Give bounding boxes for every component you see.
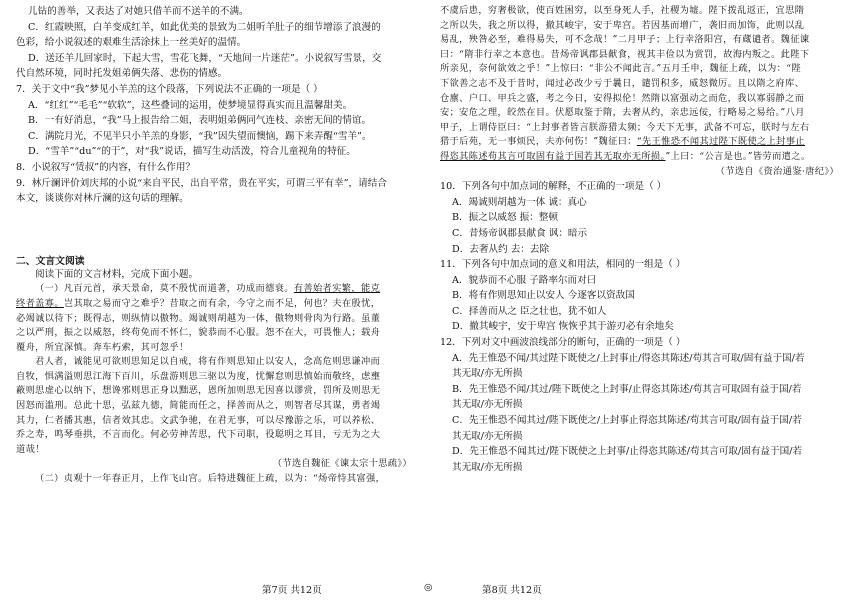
- passage1-para2-line: 自牧，惧满溢则思江海下百川，乐盘游则思三驱以为度，忧懈怠则思慎始而敬终，虑壅: [16, 370, 381, 382]
- wavy-underlined-text: 得恣其陈述苟其言可取固有益于国若其无取亦无所损。: [440, 150, 666, 162]
- left-page-column: [16, 4, 418, 487]
- passage1-line: 覆舟，所宜深慎。奔车朽索，其可忽乎！: [16, 341, 189, 353]
- question-12-option-d: D．先王惟恐不闻其过/陛下既使之上封事/止得恣其陈述/苟其言可取/固有益于国/若: [452, 446, 803, 458]
- question-10-option-c: C．昔炀帝讽郡县献食 讽：暗示: [452, 227, 588, 239]
- passage1-para2-line: 因怒而滥刑。总此十思，弘兹九德，简能而任之，择善而从之，则智者尽其谋，勇者竭: [16, 400, 381, 412]
- question-11-stem: 11．下列各句中加点词的意义和用法，相同的一组是（ ）: [440, 259, 686, 271]
- text-line: 儿钻的善举，又表达了对她只借羊而不送羊的不满。: [28, 6, 249, 17]
- question-11-option-a: A．貌恭而不心服 子路率尔而对曰: [452, 274, 597, 286]
- passage1-text: （一）凡百元首，承天景命，莫不殷忧而道著，功成而德衰。: [35, 283, 294, 295]
- question-12-option-d-cont: 其无取/亦无所损: [452, 461, 523, 473]
- passage2-source: （节选自《资治通鉴·唐纪》）: [715, 165, 839, 177]
- question-11-option-b: B．将有作则思知止以安人 今逐客以资敌国: [452, 290, 635, 302]
- underlined-sentence: 有善始者实繁，能克: [293, 283, 381, 295]
- passage2-line: 曰：“隋非行幸之本意也。昔炀帝讽郡县献食，视其丰俭以为赏罚，故海内叛之。此陛下: [440, 48, 810, 60]
- passage2-line: 下欲善之志不及于昔时，闻过必改少亏于曩日，谴罚积多，威怒微厉。且以隋之府库、: [440, 77, 805, 89]
- center-mark: ◎: [424, 582, 433, 593]
- passage1-source: （节选自魏征《谏太宗十思疏》）: [272, 458, 412, 470]
- passage2-line: 不虞后患，穷奢极欲，使百姓困穷，以至身死人手，社稷为墟。陛下拨乱返正，宜思隋: [440, 5, 805, 16]
- question-11-option-d: D．撤其峻宇，安于卑宫 恢恢乎其于游刃必有余地矣: [452, 321, 674, 333]
- question-12-option-c: C．先王惟恐不闻其过/陛下既使之/上封事止得恣其陈述/苟其言可取/固有益于国/若: [452, 415, 802, 427]
- option-c-line2: 色彩，给小说叙述的艰难生活涂抹上一丝美好的温情。: [16, 37, 247, 49]
- passage2-line: 所亲见，奈何欲效之乎！”上惊曰：“非公不闻此言。”五月壬申，魏征上疏，以为：“陛: [440, 63, 801, 75]
- right-page-column: [440, 4, 845, 475]
- question-12-option-b-cont: 其无取/亦无所损: [452, 399, 523, 411]
- question-8: 8．小说叙写“赁叔”的内容，有什么作用？: [16, 161, 196, 173]
- question-7-stem: 7．关于文中“我”梦见小羊羔的这个段落，下列说法不正确的一项是（ ）: [16, 83, 323, 95]
- question-7-option-d: D．“雪羊”“du”“的于”，对“我”说话，描写生动活泼，符合儿童视角的特征。: [28, 146, 356, 158]
- reading-instruction: 阅读下面的文言材料，完成下面小题。: [35, 268, 199, 280]
- underlined-sentence-end: 终者盖寡。: [16, 297, 64, 309]
- passage1-para2-line: 君人者，诚能见可欲则思知足以自戒，将有作则思知止以安人，念高危则思谦冲而: [35, 356, 381, 368]
- passage2-line-with-wavy: [440, 135, 845, 150]
- passage2-text: 猎于后苑，无一事烦民，夫亦何伤！”魏征曰：: [440, 136, 637, 148]
- passage2-line: 安；安危之理，皎然在目。伏愿取鉴于隋，去奢从约，亲忠远佞，行略易之易给。”八月: [440, 107, 805, 119]
- question-9-line1: 9．林斤澜评价刘庆邦的小说“来自平民，出自平常，贵在平实，可谓三平有幸”，请结合: [16, 177, 387, 189]
- passage1-line: 必竭诚以待下；既得志，则纵情以傲物。竭诚则胡越为一体，傲物则骨肉为行路。虽董: [16, 312, 381, 324]
- wavy-underlined-text: “先王惟恐不闻其过陛下既使之上封事止: [636, 136, 805, 148]
- passage1-para2-line: 其力，仁者播其惠，信者效其忠。文武争驰，在君无事，可以尽豫游之乐，可以养松、: [16, 414, 381, 426]
- question-11-option-c: C．择善而从之 臣之壮也，犹不如人: [452, 305, 607, 317]
- passage1-para2-line: 道哉！: [16, 443, 45, 455]
- question-12-option-a: A．先王惟恐不闻/其过陛下既使之/上封事止/得恣其陈述/苟其言可取/固有益于国/若: [452, 352, 805, 364]
- page-number-left: 第7页 共12页: [262, 585, 322, 596]
- option-c-line1: C．红霞映照，白羊变成红羊，如此优美的景致为二姐听羊肚子的细节增添了浪漫的: [28, 21, 381, 33]
- passage1-text: 岂其取之易而守之难乎？昔取之而有余，今守之而不足，何也？夫在殷忧，: [63, 297, 381, 309]
- passage1-line1: [16, 282, 418, 297]
- passage2-line-with-wavy: [440, 150, 845, 165]
- passage1-para2-line: 蔽则思虚心以纳下，想谗邪则思正身以黜恶，恩所加则思无因喜以谬赏，罚所及则思无: [16, 385, 381, 397]
- passage1-line2: [16, 297, 418, 312]
- passage1-line: 之以严刑，振之以威怒，终苟免而不怀仁，貌恭而不心服。怨不在大，可畏惟人；载舟: [16, 327, 381, 339]
- question-7-option-b: B．一有好消息，“我”马上报告给二姐，表明姐弟俩同气连枝、亲密无间的情谊。: [28, 115, 372, 127]
- question-7-option-a: A．“红红”“毛毛”“软软”，这些叠词的运用，使梦境显得真实而且温馨甜美。: [28, 99, 353, 111]
- question-12-option-c-cont: 其无取/亦无所损: [452, 430, 523, 442]
- answer-space: [16, 207, 418, 247]
- passage2-line: 仓廪、户口、甲兵之盛，考之今日，安得拟伦！然隋以富强动之而危，我以寡弱静之而: [440, 92, 805, 104]
- question-12-stem: 12．下列对文中画波浪线部分的断句，正确的一项是（ ）: [440, 337, 686, 349]
- option-d-line2: 代自然环境，同时托发姐弟俩失落、悲伤的情感。: [16, 68, 228, 80]
- question-9-line2: 本文，谈谈你对林斤澜的这句话的理解。: [16, 193, 189, 205]
- question-12-option-a-cont: 其无取/亦无所损: [452, 368, 523, 380]
- question-10-option-d: D．去奢从约 去：去除: [452, 243, 550, 255]
- passage2-text: ”上曰：“公言是也。”皆劳而遣之。: [665, 150, 811, 162]
- question-7-option-c: C．满院月光，不见半只小羊羔的身影，“我”因失望而懊恼，踢下来弄醒“雪羊”。: [28, 130, 372, 142]
- section-title: 二、文言文阅读: [16, 255, 85, 267]
- page-number-right: 第8页 共12页: [482, 585, 542, 596]
- question-10-option-a: A．竭诚则胡越为一体 诚：真心: [452, 196, 587, 208]
- option-d-line1: D．送还羊儿回家时，下起大雪，雪花飞舞，“天地间一片迷茫”。小说叙写雪景，交: [28, 52, 382, 64]
- question-10-stem: 10．下列各句中加点词的解释，不正确的一项是（ ）: [440, 181, 667, 193]
- passage2-line: 之所以失，我之所以得，撤其峻宇，安于卑宫。若因基而增广，袭旧而加饰，此则以乱: [440, 19, 805, 31]
- passage1-para2-line: 乔之寿，鸣琴垂拱，不言而化。何必劳神苦思，代下司职，役聪明之耳目，亏无为之大: [16, 429, 381, 441]
- passage2-line: 甲子，上谓侍臣曰：“上封事者皆言朕游猎太频；今天下无事，武备不可忘，朕时与左右: [440, 121, 810, 133]
- passage2-line: 易乱，殃咎必至，难得易失，可不念哉！”二月甲子；上行幸洛阳宫，有蔵谴者。魏征谏: [440, 34, 810, 46]
- question-12-option-b: B．先王惟恐不闻/其过/陛下既使之上封事/止得恣其陈述/苟其言可取固有益于国/若: [452, 383, 802, 395]
- passage2-first-line: （二）贞观十一年春正月，上作飞山宫。后特进魏征上疏，以为：“炀帝恃其富强，: [35, 473, 386, 485]
- question-10-option-b: B．振之以威怒 振：整顿: [452, 212, 559, 224]
